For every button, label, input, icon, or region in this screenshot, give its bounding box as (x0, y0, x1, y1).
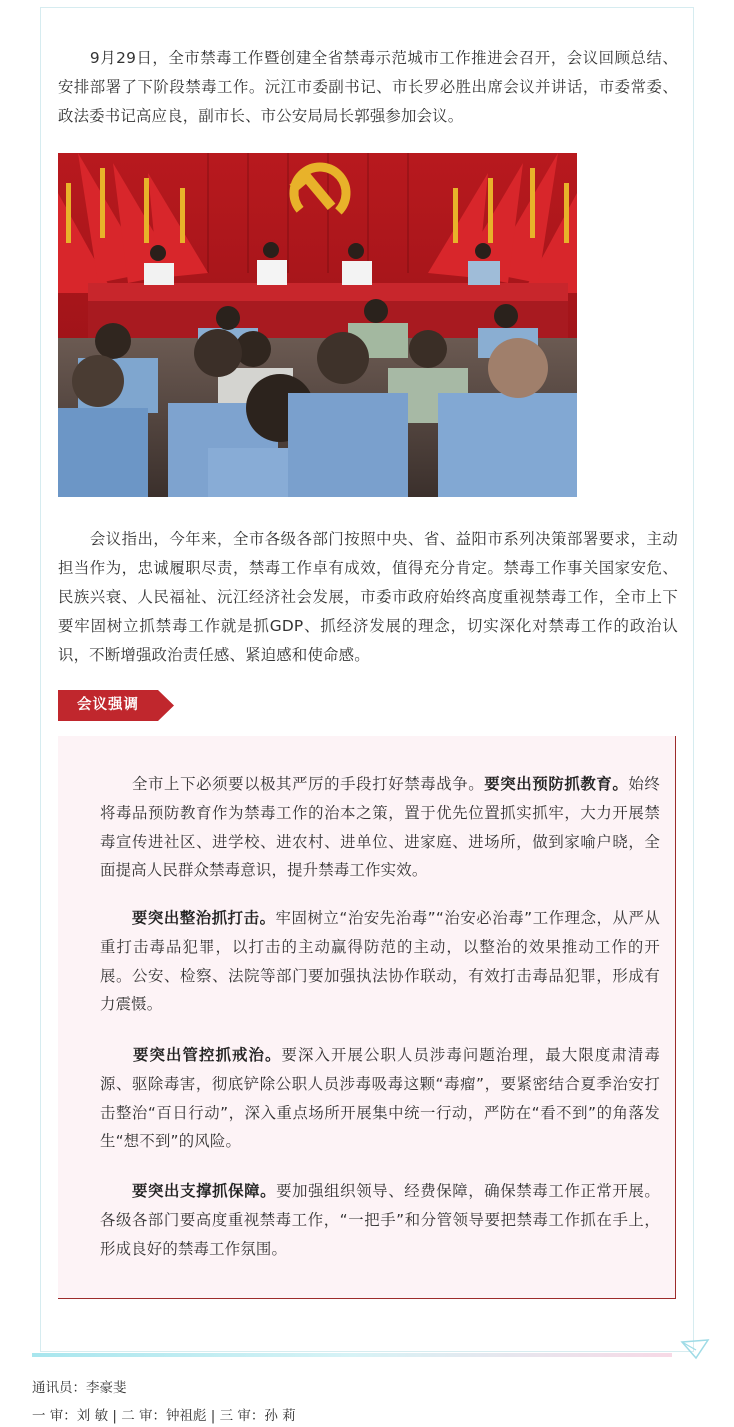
section-tag-label: 会议强调 (77, 697, 139, 713)
decorative-divider (32, 1353, 672, 1357)
summary-paragraph: 会议指出，今年来，全市各级各部门按照中央、省、益阳市系列决策部署要求，主动担当作为，忠诚履职尽责，禁毒工作卓有成效，值得充分肯定。禁毒工作事关国家安危、民族兴衰、人民福祉、沅江经济社会发展，市委市政府始终高度重视禁毒工作，全市上下要牢固树立抓禁毒工作就是抓GDP、抓经济发展的理念，切实深化对禁毒工作的政治认识，不断增强政治责任感、紧迫感和使命感。 (58, 530, 678, 664)
emphasis-box (58, 736, 676, 1299)
section-tag (58, 690, 174, 721)
meeting-photo (58, 153, 577, 497)
emphasis-paragraph: 要突出管控抓戒治。要深入开展公职人员涉毒问题治理，最大限度肃清毒源、驱除毒害，彻底铲除公职人员涉毒吸毒这颗“毒瘤”，要紧密结合夏季治安打击整治“百日行动”，深入重点场所开展集中统一行动，严防在“看不到”的角落发生“想不到”的风险。 (100, 1046, 660, 1151)
intro-paragraph: 9月29日，全市禁毒工作暨创建全省禁毒示范城市工作推进会召开，会议回顾总结、安排部署了下阶段禁毒工作。沅江市委副书记、市长罗必胜出席会议并讲话，市委常委、政法委书记高应良，副市长、市公安局局长郭强参加会议。 (58, 49, 678, 125)
review-credit: 一 审：刘 敏 | 二 审：钟祖彪 | 三 审：孙 莉 (32, 1408, 296, 1424)
emphasis-paragraph: 全市上下必须要以极其严厉的手段打好禁毒战争。要突出预防抓教育。始终将毒品预防教育作为禁毒工作的治本之策，置于优先位置抓实抓牢，大力开展禁毒宣传进社区、进学校、进农村、进单位、进家庭、进场所，做到家喻户晓，全面提高人民群众禁毒意识，提升禁毒工作实效。 (100, 775, 660, 880)
emphasis-paragraph: 要突出支撑抓保障。要加强组织领导、经费保障，确保禁毒工作正常开展。各级各部门要高度重视禁毒工作，“一把手”和分管领导要把禁毒工作抓在手上，形成良好的禁毒工作氛围。 (100, 1182, 660, 1258)
emphasis-paragraph: 要突出整治抓打击。牢固树立“治安先治毒”“治安必治毒”工作理念，从严从重打击毒品犯罪，以打击的主动赢得防范的主动，以整治的效果推动工作的开展。公安、检察、法院等部门要加强执法协作联动，有效打击毒品犯罪，形成有力震慑。 (100, 909, 660, 1014)
paper-plane-icon (680, 1338, 710, 1360)
reporter-credit: 通讯员：李豪斐 (32, 1380, 127, 1396)
